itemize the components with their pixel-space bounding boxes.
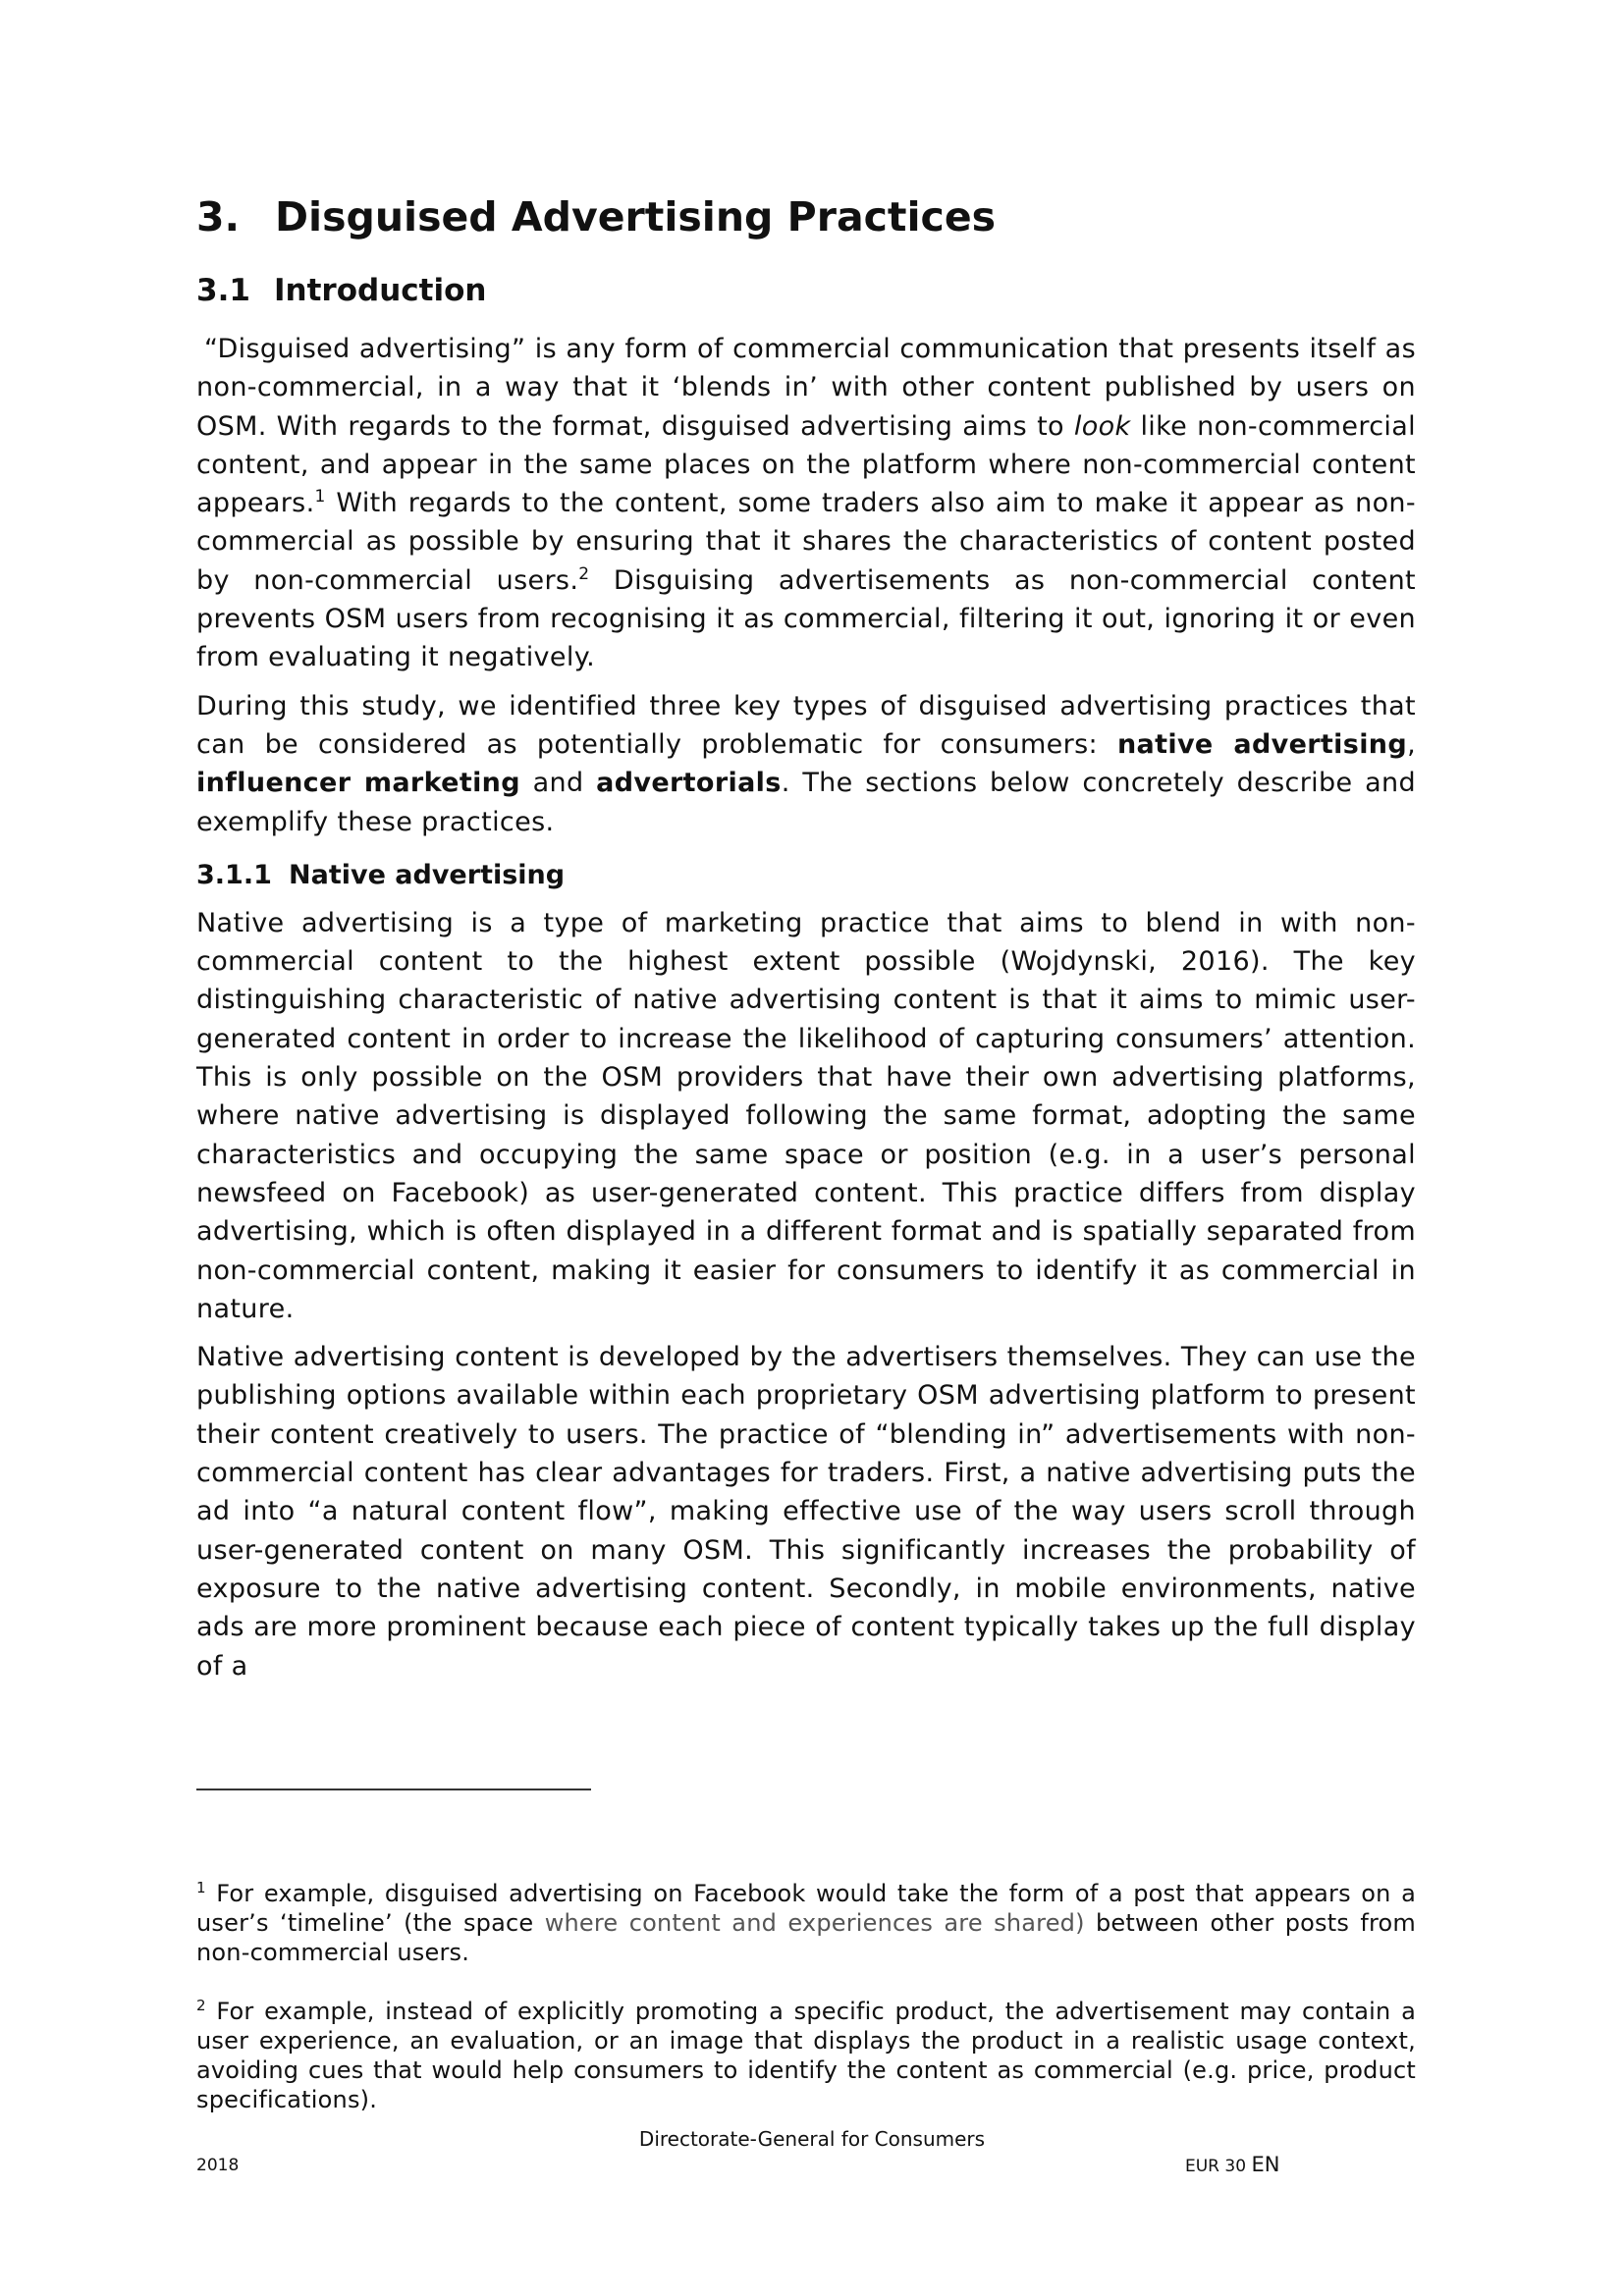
text-run: . The sections below concretely describe and exemplify these practices. — [196, 768, 1416, 837]
chapter-number: 3. — [196, 193, 241, 240]
native-paragraph-2: Native advertising content is developed by the advertisers themselves. They can use the publishing options available within each proprietary OSM advertising platform to present their content creatively to users. The practice of “blending in” advertisements with non-commercial content has clear advantages for traders. First, a native advertising puts the ad into “a natural content flow”, making effective use of the way users scroll through user-generated content on many OSM. This significantly increases the probability of exposure to the native advertising content. Secondly, in mobile environments, native ads are more prominent because each piece of content typically takes up the full display of a — [196, 1342, 1416, 1682]
text-run: For example, disguised advertising on Facebook would take the form of a post that appears on a user’s ‘timeline’ (the space — [196, 1880, 1416, 1937]
section-heading — [196, 265, 1416, 316]
footnote-ref-1[interactable]: 1 — [314, 487, 326, 507]
intro-paragraph-2 — [196, 687, 1416, 841]
footer-report-code — [1185, 2153, 1279, 2176]
footnotes — [196, 1879, 1416, 2114]
footer-publisher: Directorate-General for Consumers — [638, 2127, 986, 2151]
term-advertorials: advertorials — [596, 768, 782, 799]
language-code: EN — [1251, 2153, 1280, 2176]
text-run: like non-commercial content, and appear in the same places on the platform where non-commercial content appears. — [196, 410, 1416, 519]
text-run: For example, instead of explicitly promoting a specific product, the advertisement may contain a user experience, an evaluation, or an image that displays the product in a realistic usage context, avoiding cues that would help consumers to identify the content as commercial (e.g. price, product specifications). — [196, 1998, 1416, 2113]
footnote-separator — [196, 1789, 591, 1790]
page-content — [196, 187, 1416, 1685]
intro-paragraph-1 — [196, 330, 1416, 677]
term-native-advertising: native advertising — [1116, 728, 1408, 760]
subsection-heading — [196, 853, 1416, 898]
footnote-ref-2[interactable]: 2 — [578, 563, 590, 584]
report-code: EUR 30 — [1185, 2157, 1247, 2176]
footnote-number-1: 1 — [196, 1879, 206, 1896]
term-influencer-marketing: influencer marketing — [196, 768, 520, 799]
text-run: Disguising advertisements as non-commercial content prevents OSM users from recognising it as commercial, filtering it out, ignoring it or even from evaluating it negatively. — [196, 564, 1416, 673]
subsection-title: Native advertising — [289, 859, 566, 890]
section-title: Introduction — [274, 273, 487, 308]
native-paragraph-1: Native advertising is a type of marketing practice that aims to blend in with non-commercial content to the highest extent possible (Wojdynski, 2016). The key distinguishing characteristic of native advertising content is that it aims to mimic user-generated content in order to increase the likelihood of capturing consumers’ attention. This is only possible on the OSM providers that have their own advertising platforms, where native advertising is displayed following the same format, adopting the same characteristics and occupying the same space or position (e.g. in a user’s personal newsfeed on Facebook) as user-generated content. This practice differs from display advertising, which is often displayed in a different format and is spatially separated from non-commercial content, making it easier for consumers to identify it as commercial in nature. — [196, 907, 1416, 1324]
chapter-title: Disguised Advertising Practices — [275, 193, 997, 240]
text-run: and — [519, 768, 597, 799]
footnote-2 — [196, 1997, 1416, 2114]
text-run: During this study, we identified three key types of disguised advertising practices that can be considered as potentially problematic for consumers: — [196, 690, 1416, 760]
footer-year: 2018 — [196, 2156, 240, 2175]
text-run-muted: where content and experiences are shared) — [544, 1909, 1085, 1937]
footnote-1 — [196, 1879, 1416, 1967]
text-run: “Disguised advertising” is any form of commercial communication that presents itself as non-commercial, in a way that it ‘blends in’ with other content published by users on OSM. With regards to the format, disguised advertising aims to — [196, 334, 1416, 442]
footnote-number-2: 2 — [196, 1997, 206, 2014]
text-run: between other posts from non-commercial users. — [196, 1909, 1417, 1966]
section-number: 3.1 — [196, 273, 250, 308]
subsection-number: 3.1.1 — [196, 859, 272, 890]
text-run: , — [1407, 728, 1416, 760]
text-run: With regards to the content, some traders also aim to make it appear as non-commercial as possible by ensuring that it shares the characteristics of content posted by non-commercial users. — [196, 488, 1416, 596]
emphasis-look: look — [1073, 410, 1131, 442]
chapter-heading — [196, 187, 1416, 247]
